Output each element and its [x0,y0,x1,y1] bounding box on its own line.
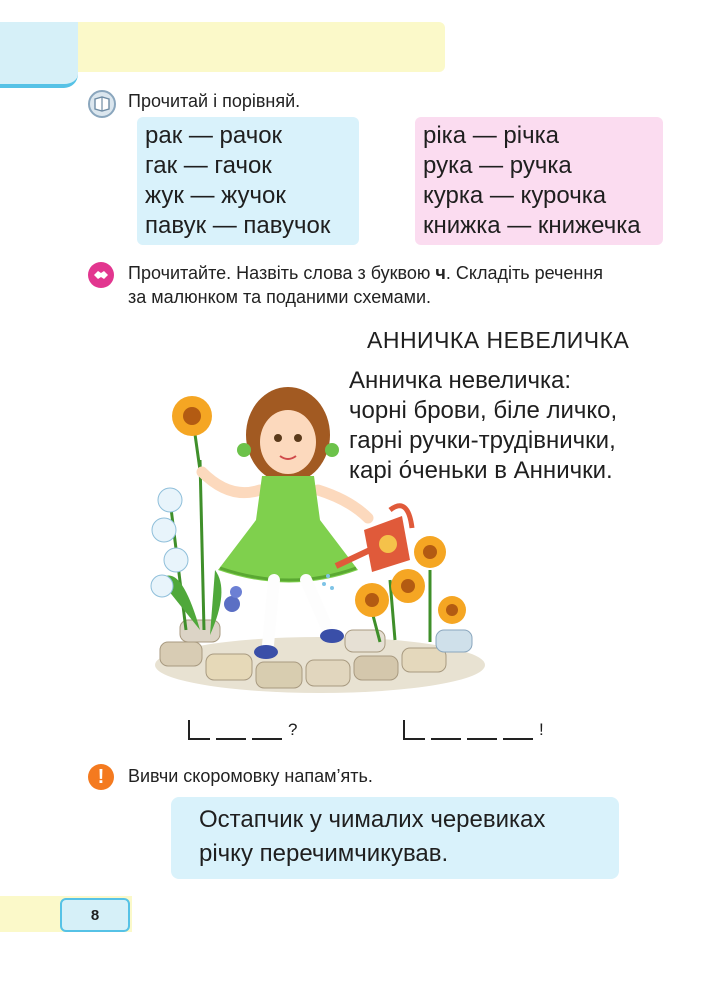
word-pair: гак — гачок [145,152,272,179]
scheme-capital-word [188,720,210,740]
scheme-word [467,738,497,740]
scheme-end-mark: ! [539,720,544,739]
word-pair: книжка — книжечка [423,212,641,239]
tongue-twister-line: Остапчик у чималих черевиках [199,806,546,833]
handshake-icon [92,266,110,284]
highlight-letter: ч [435,263,446,283]
task1-instruction: Прочитай і порівняй. [128,91,301,111]
word-pairs-right [415,117,663,245]
scheme-word [503,738,533,740]
pair-work-icon [88,262,114,288]
exclamation-icon: ! [88,764,114,790]
word-pair: рука — ручка [423,152,572,179]
scheme-word [431,738,461,740]
read-task-icon [88,90,116,118]
word-pairs-left [137,117,359,245]
sentence-scheme-question [188,712,297,740]
scheme-word [216,738,246,740]
scheme-end-mark: ? [288,720,298,739]
word-pair: курка — курочка [423,182,607,209]
stone-path [155,620,485,693]
word-pair: ріка — річка [423,122,559,149]
sentence-scheme-exclamation [403,712,544,740]
poem-line: карі óченьки в Аннички. [349,457,613,484]
task2-line2: за малюнком та поданими схемами. [128,287,432,307]
girl-watering-flowers-illustration [140,380,485,705]
poem-line: гарні ручки-трудівнички, [349,427,616,454]
sunflower-in-hand [172,396,212,470]
header-tab [0,22,78,88]
poem-title: АННИЧКА НЕВЕЛИЧКА [367,327,630,353]
page-number: 8 [60,898,130,932]
task3-instruction: Вивчи скоромовку напам’ять. [128,766,373,786]
tongue-twister-box [171,797,619,879]
tongue-twister-line: річку перечимчикував. [199,840,449,867]
poem-line: Анничка невеличка: [349,367,572,394]
poem-line: чорні брови, біле личко, [349,397,618,424]
girl [202,387,368,659]
scheme-word [252,738,282,740]
word-pair: жук — жучок [145,182,286,209]
word-pair: павук — павучок [145,212,331,239]
task2-instruction [128,261,688,309]
book-icon [93,95,111,113]
word-pair: рак — рачок [145,122,283,149]
scheme-capital-word [403,720,425,740]
task2-line1: Прочитайте. Назвіть слова з буквою ч. Складіть речення [128,263,604,283]
